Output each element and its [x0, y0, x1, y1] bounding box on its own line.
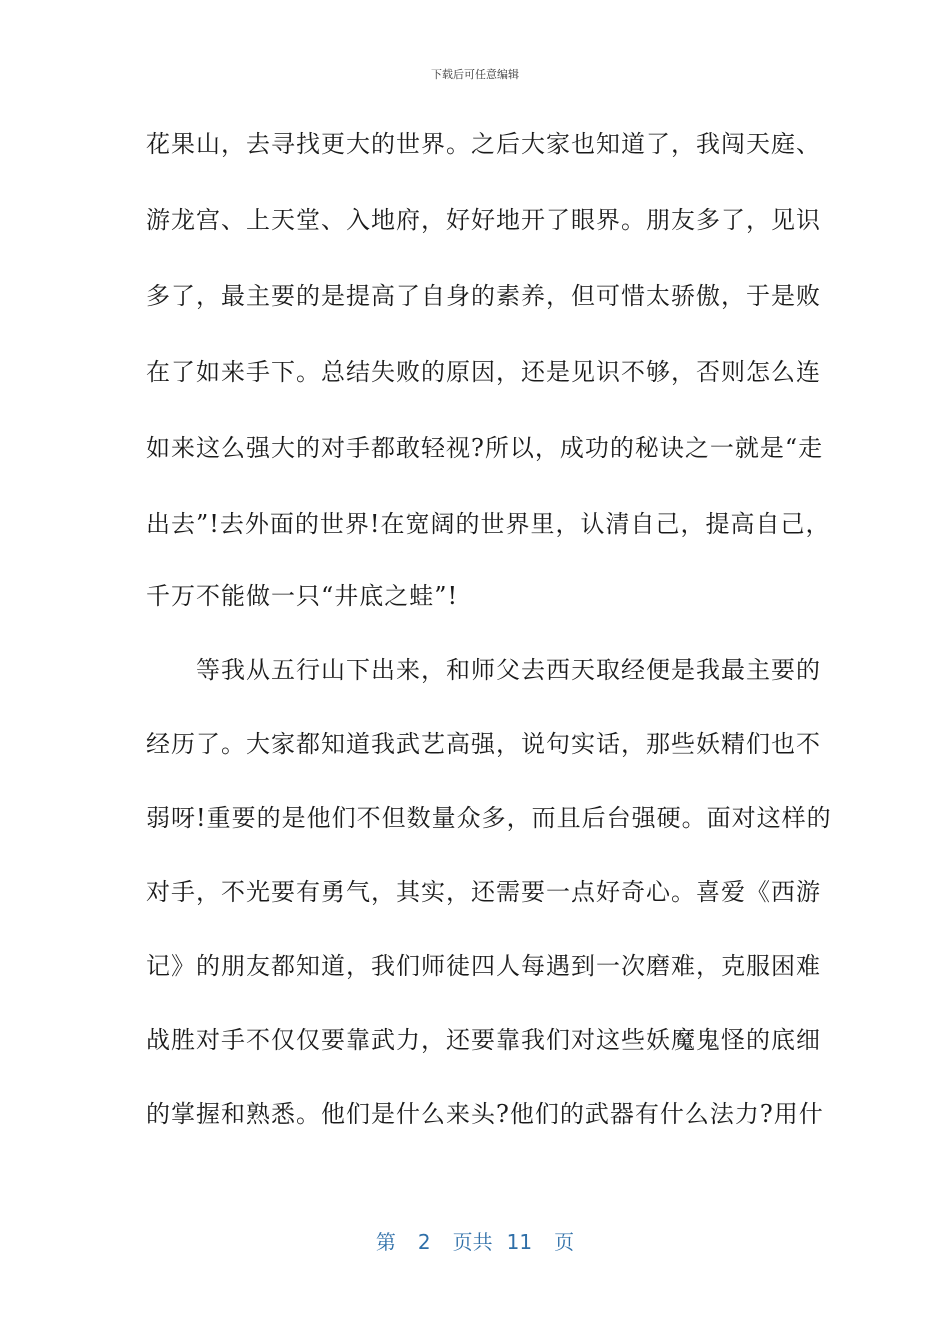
body-line: 弱呀!重要的是他们不但数量众多，而且后台强硬。面对这样的: [146, 804, 832, 832]
body-line: 经历了。大家都知道我武艺高强，说句实话，那些妖精们也不: [146, 730, 821, 758]
header-note: 下载后可任意编辑: [431, 68, 519, 81]
body-line: 记》的朋友都知道，我们师徒四人每遇到一次磨难，克服困难: [146, 952, 821, 980]
body-line: 出去”!去外面的世界!在宽阔的世界里，认清自己，提高自己，: [146, 510, 831, 538]
body-line: 如来这么强大的对手都敢轻视?所以，成功的秘诀之一就是“走: [146, 434, 824, 462]
body-line: 游龙宫、上天堂、入地府，好好地开了眼界。朋友多了，见识: [146, 206, 821, 234]
footer-prefix: 第: [375, 1230, 396, 1254]
page-footer: [0, 1226, 950, 1255]
footer-page-number: 2: [417, 1230, 431, 1254]
footer-total-pages: 11: [506, 1230, 533, 1254]
body-line: 等我从五行山下出来，和师父去西天取经便是我最主要的: [146, 656, 821, 684]
body-line: 战胜对手不仅仅要靠武力，还要靠我们对这些妖魔鬼怪的底细: [146, 1026, 821, 1054]
footer-middle: 页共: [452, 1230, 493, 1254]
body-line: 千万不能做一只“井底之蛙”!: [146, 582, 459, 610]
body-line: 对手，不光要有勇气，其实，还需要一点好奇心。喜爱《西游: [146, 878, 821, 906]
footer-suffix: 页: [554, 1230, 575, 1254]
body-line: 多了，最主要的是提高了自身的素养，但可惜太骄傲，于是败: [146, 282, 821, 310]
body-line: 在了如来手下。总结失败的原因，还是见识不够，否则怎么连: [146, 358, 821, 386]
body-line: 的掌握和熟悉。他们是什么来头?他们的武器有什么法力?用什: [146, 1100, 824, 1128]
body-line: 花果山，去寻找更大的世界。之后大家也知道了，我闯天庭、: [146, 130, 821, 158]
